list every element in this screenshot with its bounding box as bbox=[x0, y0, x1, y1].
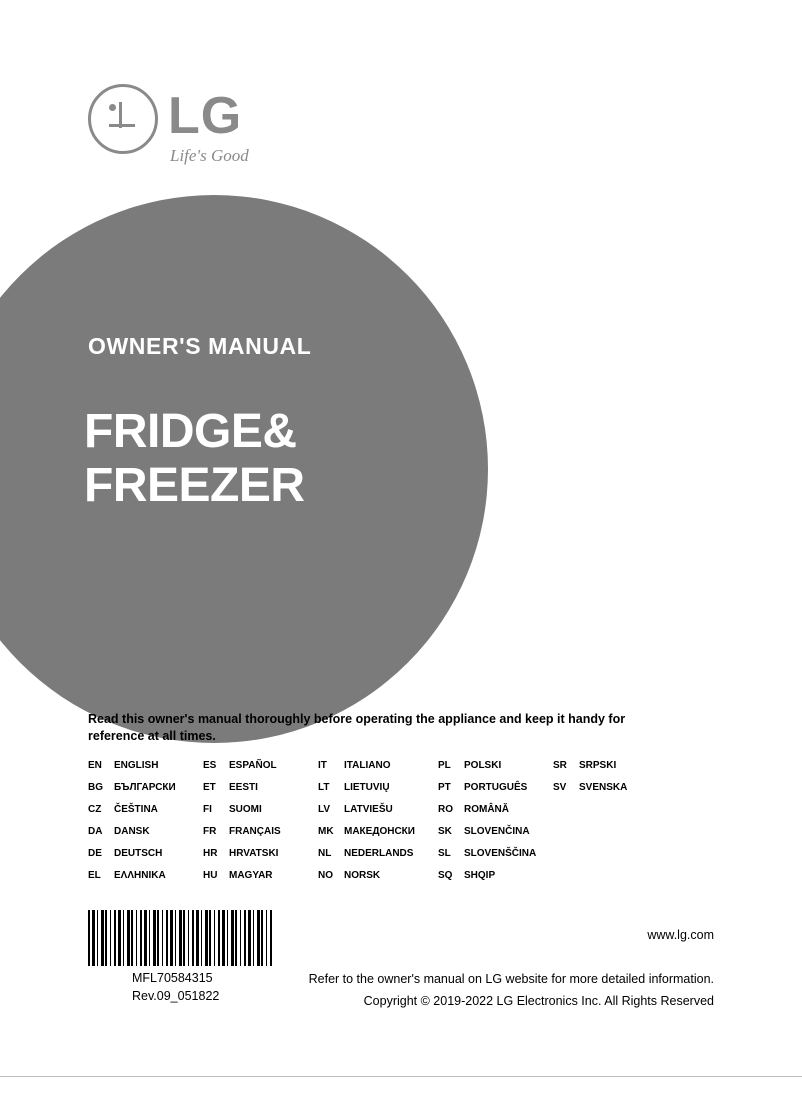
cover-title-line-2: FREEZER bbox=[84, 458, 305, 512]
lg-logo-wordmark: LG bbox=[168, 87, 243, 145]
lg-logo-face-icon bbox=[88, 84, 158, 154]
language-item bbox=[88, 826, 203, 848]
language-item bbox=[203, 760, 318, 782]
language-item bbox=[438, 848, 553, 870]
language-item bbox=[88, 848, 203, 870]
language-code: SL bbox=[438, 848, 451, 859]
language-code: EN bbox=[88, 760, 102, 771]
lg-logo bbox=[88, 84, 308, 174]
language-item bbox=[88, 870, 203, 892]
language-code: SQ bbox=[438, 870, 453, 881]
read-manual-notice: Read this owner's manual thoroughly before operating the appliance and keep it handy for reference at all times. bbox=[88, 712, 626, 743]
language-item bbox=[203, 848, 318, 870]
language-item bbox=[203, 782, 318, 804]
language-item bbox=[318, 848, 438, 870]
copyright-note: Copyright © 2019-2022 LG Electronics Inc. All Rights Reserved bbox=[363, 994, 714, 1008]
language-name: FRANÇAIS bbox=[229, 826, 281, 837]
language-code: PT bbox=[438, 782, 451, 793]
language-name: EESTI bbox=[229, 782, 258, 793]
language-name: SLOVENČINA bbox=[464, 826, 530, 837]
language-code: NL bbox=[318, 848, 332, 859]
language-code: SV bbox=[553, 782, 567, 793]
language-code: SR bbox=[553, 760, 567, 771]
language-code: PL bbox=[438, 760, 451, 771]
language-code: ET bbox=[203, 782, 216, 793]
language-code: MK bbox=[318, 826, 334, 837]
lg-logo-tagline: Life's Good bbox=[170, 146, 249, 165]
language-item bbox=[318, 760, 438, 782]
language-name: ITALIANO bbox=[344, 760, 391, 771]
language-item bbox=[318, 826, 438, 848]
language-item-empty bbox=[553, 848, 653, 870]
language-name: HRVATSKI bbox=[229, 848, 279, 859]
language-code: ES bbox=[203, 760, 217, 771]
language-name: NORSK bbox=[344, 870, 381, 881]
language-code: IT bbox=[318, 760, 327, 771]
revision-number: Rev.09_051822 bbox=[132, 988, 220, 1003]
model-reference bbox=[132, 970, 219, 1006]
lg-logo-mouth-icon bbox=[109, 124, 135, 127]
language-name: SRPSKI bbox=[579, 760, 617, 771]
language-name: БЪЛГАРСКИ bbox=[114, 782, 176, 793]
language-name: MAGYAR bbox=[229, 870, 273, 881]
page-bottom-divider bbox=[0, 1076, 802, 1077]
mfl-number: MFL70584315 bbox=[132, 971, 213, 985]
cover-title-line-1: FRIDGE& bbox=[84, 405, 297, 458]
barcode-image bbox=[88, 910, 274, 966]
language-code: DE bbox=[88, 848, 102, 859]
language-name: ENGLISH bbox=[114, 760, 159, 771]
language-code: HR bbox=[203, 848, 218, 859]
language-code: LV bbox=[318, 804, 331, 815]
language-code: FR bbox=[203, 826, 217, 837]
language-code: EL bbox=[88, 870, 101, 881]
language-code: LT bbox=[318, 782, 330, 793]
language-list bbox=[88, 760, 738, 892]
language-item-empty bbox=[553, 826, 653, 848]
language-name: ROMÂNĂ bbox=[464, 804, 509, 815]
cover-subtitle: OWNER'S MANUAL bbox=[88, 333, 312, 359]
language-name: ESPAÑOL bbox=[229, 760, 277, 771]
website-link[interactable]: www.lg.com bbox=[647, 928, 714, 942]
language-code: FI bbox=[203, 804, 212, 815]
language-name: SHQIP bbox=[464, 870, 496, 881]
cover-title bbox=[84, 405, 305, 513]
refer-note: Refer to the owner's manual on LG website for more detailed information. bbox=[308, 972, 714, 986]
language-item bbox=[203, 870, 318, 892]
language-item bbox=[203, 804, 318, 826]
language-name: DEUTSCH bbox=[114, 848, 163, 859]
language-code: RO bbox=[438, 804, 453, 815]
language-code: NO bbox=[318, 870, 333, 881]
language-item bbox=[553, 760, 653, 782]
language-code: BG bbox=[88, 782, 103, 793]
language-item bbox=[438, 782, 553, 804]
language-item-empty bbox=[553, 804, 653, 826]
language-name: SLOVENŠČINA bbox=[464, 848, 537, 859]
language-item bbox=[318, 782, 438, 804]
language-code: SK bbox=[438, 826, 452, 837]
language-name: LATVIEŠU bbox=[344, 804, 393, 815]
language-item bbox=[88, 760, 203, 782]
language-item-empty bbox=[553, 870, 653, 892]
language-item bbox=[438, 760, 553, 782]
language-name: SVENSKA bbox=[579, 782, 628, 793]
language-name: NEDERLANDS bbox=[344, 848, 414, 859]
language-item bbox=[438, 870, 553, 892]
language-name: LIETUVIŲ bbox=[344, 782, 390, 793]
language-item bbox=[203, 826, 318, 848]
language-item bbox=[88, 804, 203, 826]
language-name: PORTUGUÊS bbox=[464, 782, 528, 793]
language-name: ČEŠTINA bbox=[114, 804, 158, 815]
language-code: DA bbox=[88, 826, 103, 837]
language-item bbox=[318, 870, 438, 892]
lg-logo-eye-icon bbox=[109, 104, 116, 111]
language-code: CZ bbox=[88, 804, 102, 815]
language-name: МАКЕДОНСКИ bbox=[344, 826, 415, 837]
language-item bbox=[88, 782, 203, 804]
language-name: SUOMI bbox=[229, 804, 262, 815]
language-name: ΕΛΛΗΝΙΚΑ bbox=[114, 870, 166, 881]
language-name: POLSKI bbox=[464, 760, 502, 771]
language-item bbox=[438, 826, 553, 848]
language-code: HU bbox=[203, 870, 218, 881]
language-item bbox=[553, 782, 653, 804]
language-name: DANSK bbox=[114, 826, 150, 837]
language-item bbox=[438, 804, 553, 826]
language-item bbox=[318, 804, 438, 826]
